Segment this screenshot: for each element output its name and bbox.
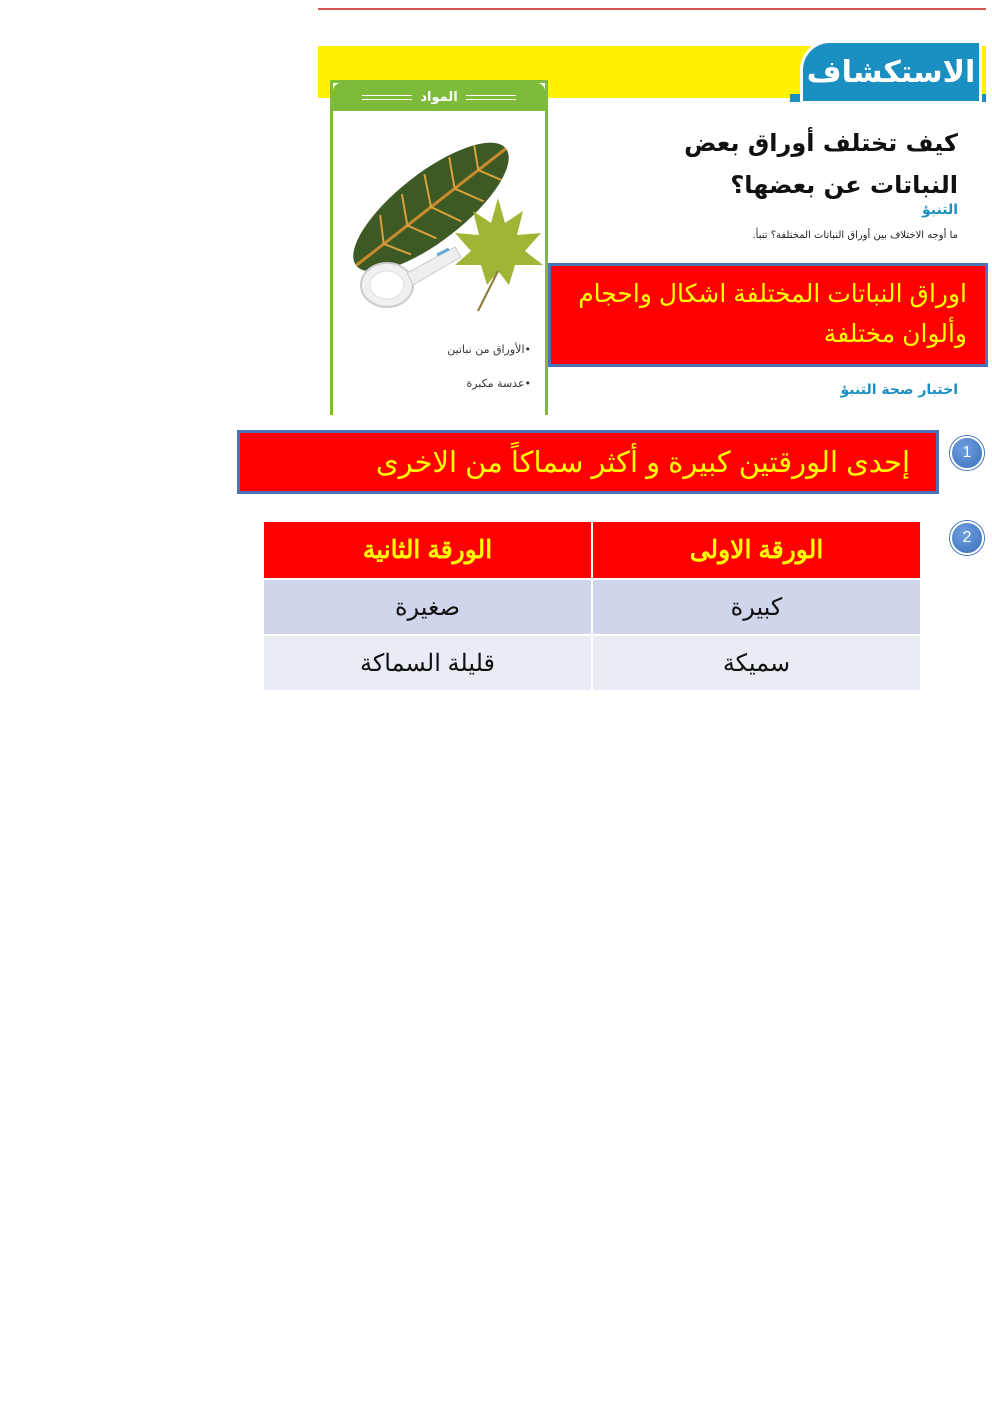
table-row bbox=[263, 635, 921, 691]
step-number-badge: 2 bbox=[950, 521, 984, 555]
table-cell: سميكة bbox=[592, 635, 921, 691]
predict-heading: التنبؤ bbox=[922, 202, 958, 218]
step-number-badge: 1 bbox=[950, 436, 984, 470]
table-header: الورقة الاولى bbox=[592, 521, 921, 579]
comparison-table bbox=[262, 520, 922, 692]
step1-answer: إحدى الورقتين كبيرة و أكثر سماكاً من الاخرى bbox=[237, 430, 939, 494]
table-cell: قليلة السماكة bbox=[263, 635, 592, 691]
maple-leaf-icon bbox=[453, 193, 548, 313]
table-row bbox=[263, 579, 921, 635]
table-cell: صغيرة bbox=[263, 579, 592, 635]
prediction-answer: اوراق النباتات المختلفة اشكال واحجام وألوان مختلفة bbox=[548, 263, 988, 367]
section-title: الاستكشاف bbox=[800, 40, 982, 104]
question-heading: كيف تختلف أوراق بعض النباتات عن بعضها؟ bbox=[684, 129, 958, 199]
materials-item: •الأوراق من نباتين bbox=[447, 343, 531, 356]
test-heading: اختبار صحة التنبؤ bbox=[840, 382, 958, 398]
table-header: الورقة الثانية bbox=[263, 521, 592, 579]
materials-item: •عدسة مكبرة bbox=[466, 377, 531, 390]
table-cell: كبيرة bbox=[592, 579, 921, 635]
materials-title: المواد bbox=[333, 83, 545, 111]
predict-text: ما أوجه الاختلاف بين أوراق النباتات المختلفة؟ تنبأ. bbox=[752, 230, 958, 241]
materials-panel bbox=[330, 80, 548, 415]
table-header-row bbox=[263, 521, 921, 579]
magnifying-glass-icon bbox=[357, 233, 467, 313]
